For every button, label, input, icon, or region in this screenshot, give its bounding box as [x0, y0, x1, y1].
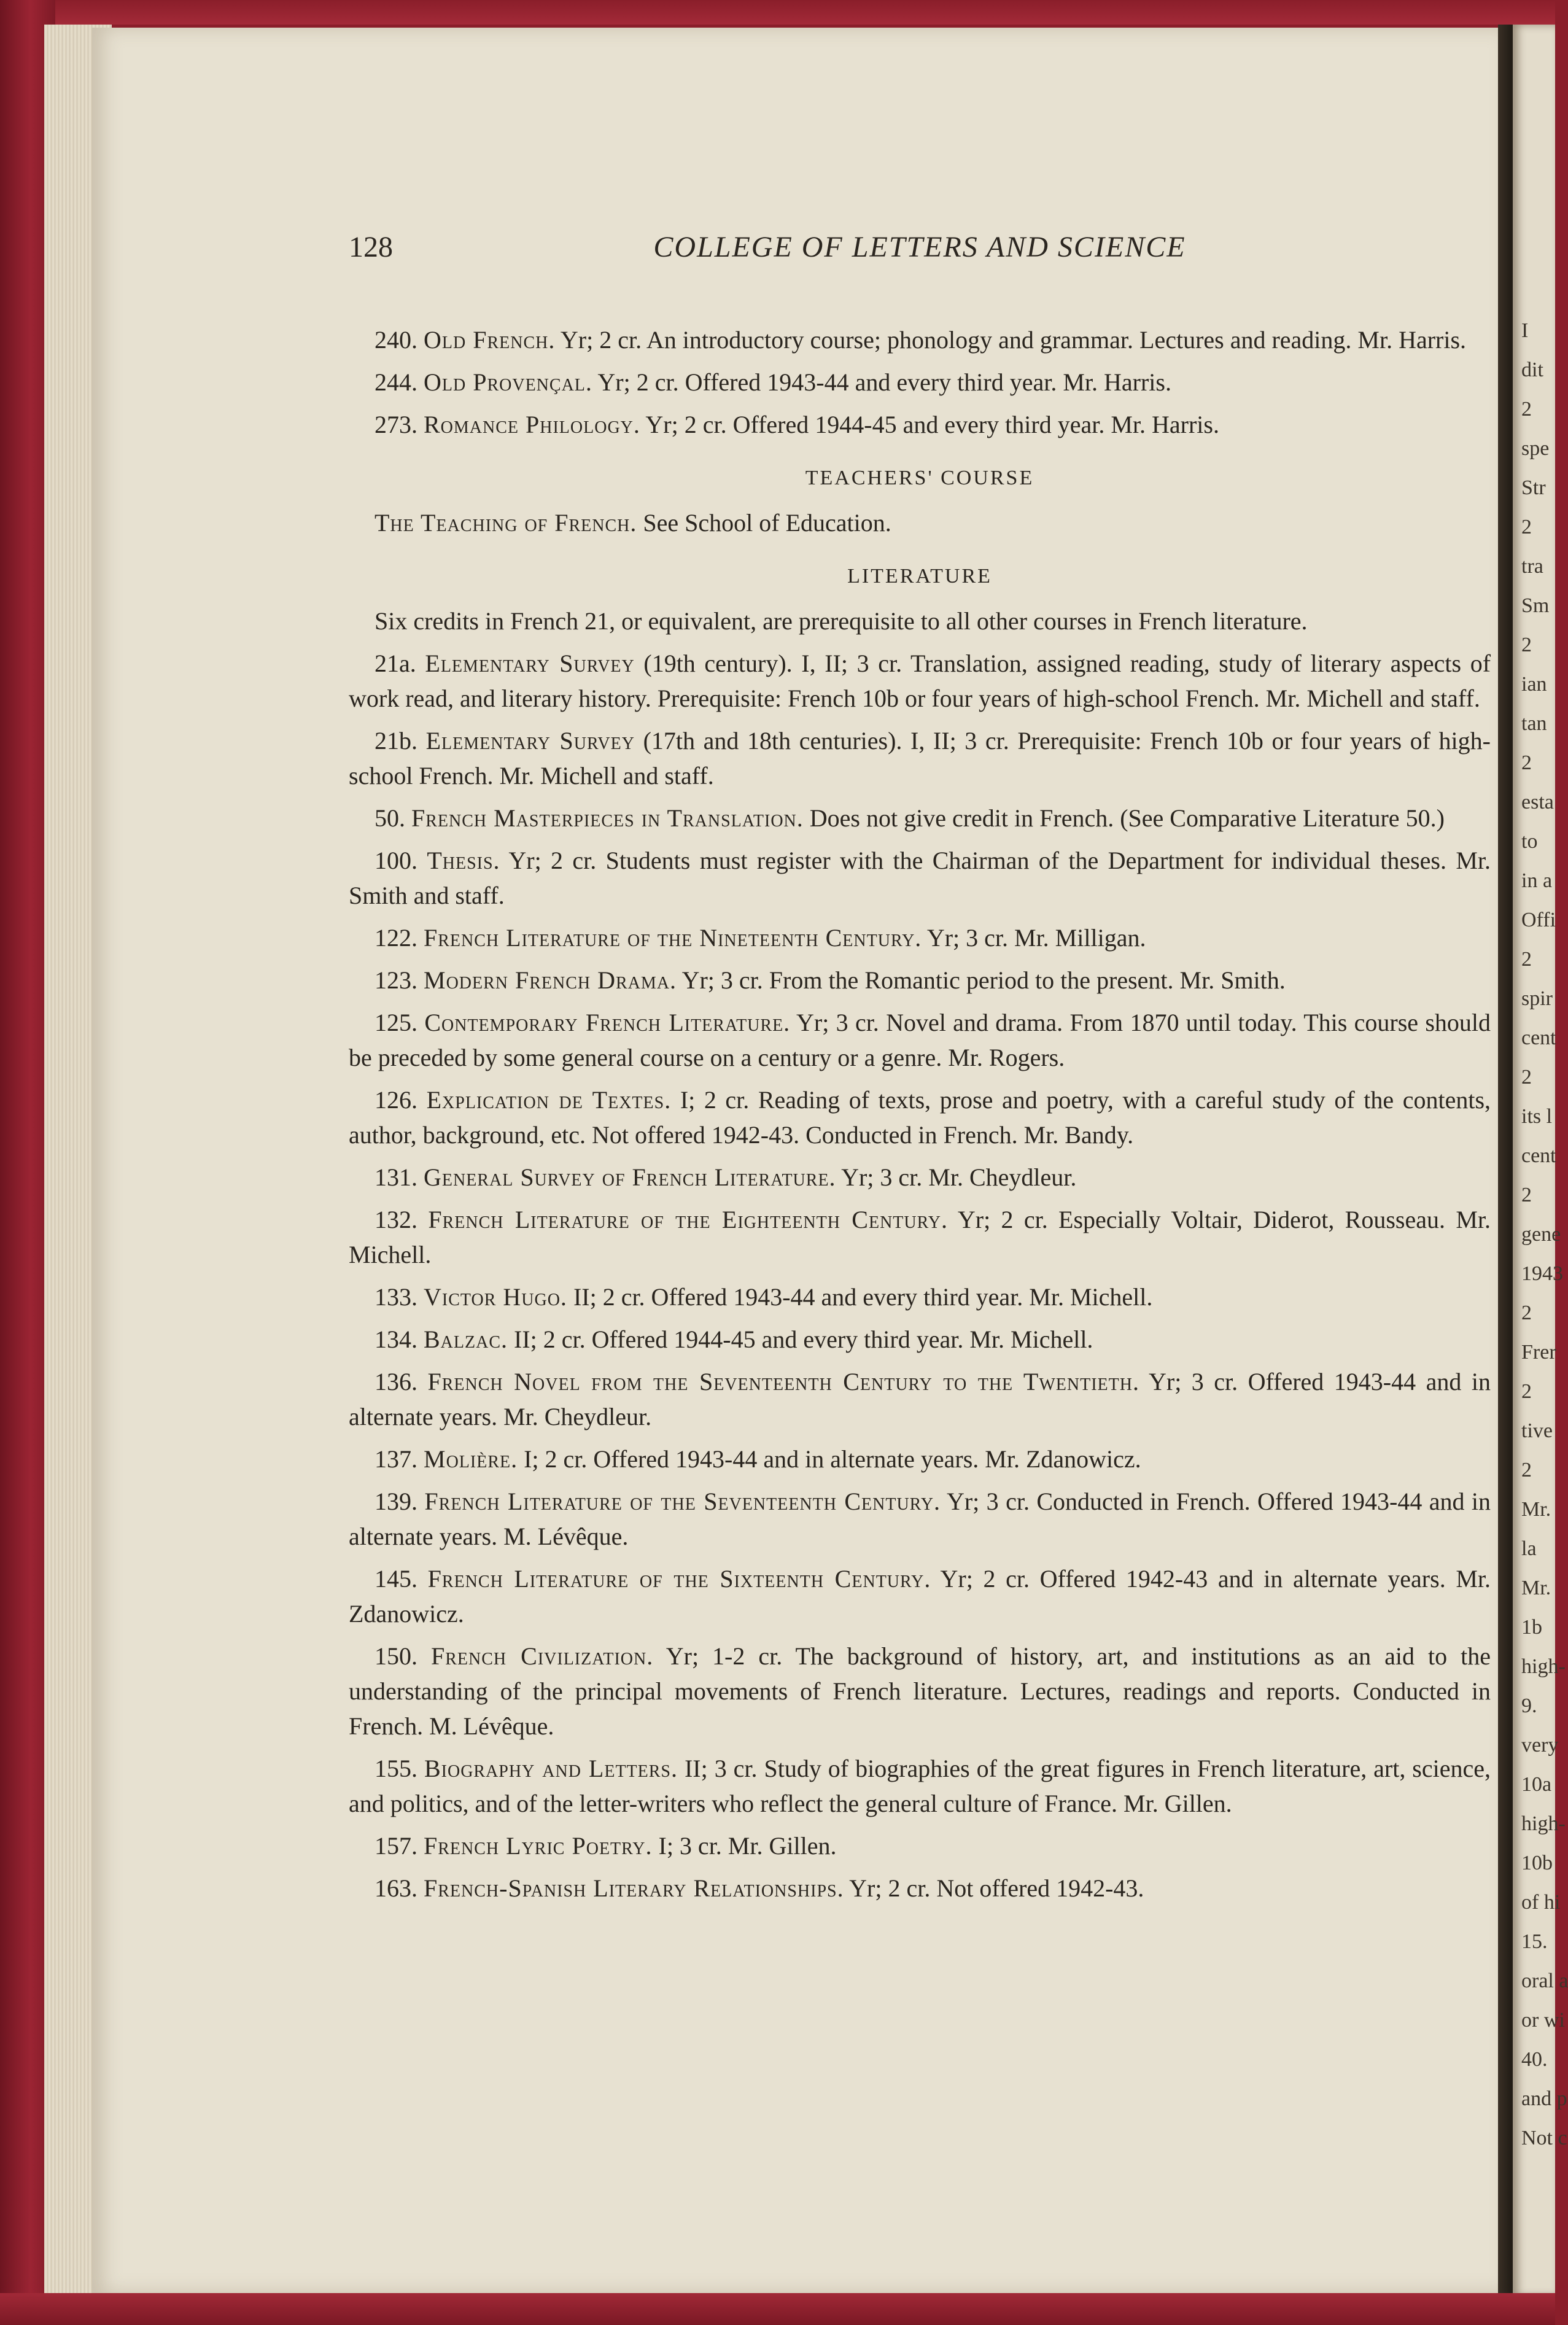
facing-page-fragment: 2: [1521, 1184, 1532, 1206]
course-title: Thesis.: [427, 847, 500, 874]
course-body: Yr; 2 cr. Offered 1942-43 and in alternate years. Mr. Zdanowicz.: [349, 1565, 1491, 1628]
course-body: Yr; 3 cr. Conducted in French. Offered 1943-44 and in alternate years. M. Lévêque.: [349, 1488, 1491, 1550]
course-title: Victor Hugo.: [424, 1283, 567, 1311]
course-body: Yr; 3 cr. Offered 1943-44 and in alternate years. Mr. Cheydleur.: [349, 1368, 1491, 1430]
course-number: 157.: [375, 1832, 417, 1860]
facing-page-fragment: 2: [1521, 1459, 1532, 1481]
facing-page-fragment: oral a: [1521, 1970, 1568, 1992]
facing-page-fragment: gene: [1521, 1223, 1561, 1246]
course-title: French Literature of the Nineteenth Century.: [424, 924, 922, 952]
course-number: 134.: [375, 1326, 417, 1353]
course-body: II; 2 cr. Offered 1943-44 and every third year. Mr. Michell.: [573, 1283, 1153, 1311]
course-body: (19th century). I, II; 3 cr. Translation, assigned reading, study of literary aspects of work read, and literary history. Prerequisite: French 10b or four years of high-school French. Mr. Michell and staff.: [349, 650, 1491, 712]
facing-page-fragment: esta: [1521, 791, 1554, 813]
course-title: Balzac.: [424, 1326, 508, 1353]
course-number: 139.: [375, 1488, 417, 1515]
course-entry: [349, 1442, 1491, 1477]
facing-page-fragment: 1943: [1521, 1262, 1563, 1285]
facing-page-fragment: 2: [1521, 751, 1532, 774]
course-body: Yr; 2 cr. Offered 1943-44 and every third year. Mr. Harris.: [597, 368, 1171, 396]
page-body: [349, 322, 1491, 1913]
facing-page-fragment: 40.: [1521, 2048, 1548, 2071]
facing-page-fragment: Offi: [1521, 909, 1556, 931]
course-title: Biography and Letters.: [424, 1755, 678, 1782]
facing-page-fragment: cent: [1521, 1144, 1556, 1167]
course-entry: [349, 1364, 1491, 1434]
course-body: Yr; 2 cr. Offered 1944-45 and every third year. Mr. Harris.: [645, 411, 1219, 438]
running-header: [349, 230, 1491, 267]
language-courses: [349, 322, 1491, 442]
facing-page-fragment: 2: [1521, 1380, 1532, 1403]
course-title: Elementary Survey: [425, 650, 635, 677]
facing-page-fragment: and p: [1521, 2087, 1567, 2110]
course-entry: [349, 1160, 1491, 1195]
course-number: 50.: [375, 804, 405, 832]
running-title: COLLEGE OF LETTERS AND SCIENCE: [653, 231, 1186, 263]
facing-page-fragment: in a: [1521, 869, 1553, 892]
course-body: I; 2 cr. Reading of texts, prose and poetry, with a careful study of the contents, author, background, etc. Not offered 1942-43. Conducted in French. Mr. Bandy.: [349, 1086, 1491, 1149]
course-title: The Teaching of French.: [375, 509, 637, 537]
facing-page-fragment: Sm: [1521, 594, 1550, 617]
facing-page-fragment: 2: [1521, 516, 1532, 538]
course-number: 145.: [375, 1565, 417, 1593]
course-entry: [349, 1322, 1491, 1357]
course-title: Modern French Drama.: [424, 966, 677, 994]
facing-page-fragment: 2: [1521, 1302, 1532, 1324]
course-body: (17th and 18th centuries). I, II; 3 cr. Prerequisite: French 10b or four years of high-school French. Mr. Michell and staff.: [349, 727, 1491, 790]
course-title: French Literature of the Seventeenth Century.: [424, 1488, 941, 1515]
facing-page-fragment: or wi: [1521, 2009, 1565, 2032]
facing-page-fragment: Str: [1521, 476, 1546, 499]
course-body: Yr; 2 cr. Not offered 1942-43.: [849, 1874, 1144, 1902]
book-gutter: [1498, 25, 1513, 2296]
course-body: I; 2 cr. Offered 1943-44 and in alternate years. Mr. Zdanowicz.: [524, 1445, 1141, 1473]
course-number: 100.: [375, 847, 417, 874]
facing-page-edge: [1513, 25, 1568, 2296]
course-entry: [349, 1082, 1491, 1152]
course-title: French Masterpieces in Translation.: [411, 804, 804, 832]
course-entry: [349, 723, 1491, 793]
facing-page-fragment: very: [1521, 1734, 1559, 1756]
facing-page-fragment: 2: [1521, 1066, 1532, 1089]
course-number: 137.: [375, 1445, 417, 1473]
literature-courses: [349, 646, 1491, 1906]
course-entry: [349, 1639, 1491, 1744]
course-body: Yr; 1-2 cr. The background of history, art, and institutions as an aid to the understanding of the principal movements of French literature. Lectures, readings and reports. Conducted in French. M. Lévêque.: [349, 1642, 1491, 1740]
course-entry: [349, 843, 1491, 913]
course-number: 273.: [375, 411, 417, 438]
facing-page-fragment: 9.: [1521, 1694, 1537, 1717]
course-entry: [349, 1561, 1491, 1631]
book-cover-top: [0, 0, 1555, 25]
course-number: 21b.: [375, 727, 417, 755]
course-title: French Lyric Poetry.: [424, 1832, 653, 1860]
facing-page-fragment: high-: [1521, 1812, 1566, 1835]
course-entry: [349, 963, 1491, 998]
facing-page-fragment: high-: [1521, 1655, 1566, 1678]
course-number: 136.: [375, 1368, 417, 1395]
course-body: I; 3 cr. Mr. Gillen.: [658, 1832, 837, 1860]
facing-page-fragment: to: [1521, 830, 1538, 853]
course-number: 126.: [375, 1086, 417, 1114]
course-body: Yr; 2 cr. An introductory course; phonology and grammar. Lectures and reading. Mr. Harris.: [560, 326, 1467, 354]
facing-page-fragment: spe: [1521, 437, 1550, 460]
course-body: Yr; 3 cr. From the Romantic period to the present. Mr. Smith.: [681, 966, 1286, 994]
course-body: Does not give credit in French. (See Comparative Literature 50.): [809, 804, 1445, 832]
facing-page-fragment: 2: [1521, 634, 1532, 656]
literature-heading: LITERATURE: [847, 565, 992, 588]
course-number: 131.: [375, 1163, 417, 1191]
course-number: 123.: [375, 966, 417, 994]
course-entry: [349, 801, 1491, 836]
course-title: Elementary Survey: [425, 727, 635, 755]
facing-page-fragment: la: [1521, 1537, 1537, 1560]
course-number: 163.: [375, 1874, 417, 1902]
facing-page-fragment: tive: [1521, 1419, 1553, 1442]
course-entry: [349, 322, 1491, 357]
course-entry: [349, 646, 1491, 716]
course-number: 133.: [375, 1283, 417, 1311]
facing-page-fragment: Mr.: [1521, 1577, 1551, 1599]
course-title: French-Spanish Literary Relationships.: [424, 1874, 844, 1902]
facing-page-fragment: 10a: [1521, 1773, 1552, 1796]
facing-page-fragment: of hi: [1521, 1891, 1561, 1914]
facing-page-fragment: ian: [1521, 673, 1547, 696]
course-body: II; 2 cr. Offered 1944-45 and every third year. Mr. Michell.: [514, 1326, 1093, 1353]
course-number: 132.: [375, 1206, 417, 1233]
facing-page-fragment: 2: [1521, 398, 1532, 421]
facing-page-fragment: Frer: [1521, 1341, 1556, 1364]
course-title: French Civilization.: [431, 1642, 654, 1670]
teachers-course-entry: [349, 505, 1491, 540]
facing-page-fragment: 10b: [1521, 1852, 1553, 1874]
course-entry: [349, 1871, 1491, 1906]
literature-intro: Six credits in French 21, or equivalent, are prerequisite to all other courses in French literature.: [375, 607, 1308, 635]
course-title: French Literature of the Sixteenth Century.: [427, 1565, 931, 1593]
course-number: 155.: [375, 1755, 417, 1782]
course-entry: [349, 920, 1491, 955]
book-cover-bottom: [0, 2293, 1555, 2325]
course-entry: [349, 1828, 1491, 1863]
course-body: Yr; 3 cr. Mr. Milligan.: [926, 924, 1146, 952]
course-body: Yr; 3 cr. Novel and drama. From 1870 until today. This course should be preceded by some general course on a century or a genre. Mr. Rogers.: [349, 1009, 1491, 1071]
facing-page-fragment: its l: [1521, 1105, 1553, 1128]
course-body: II; 3 cr. Study of biographies of the great figures in French literature, art, science, and politics, and of the letter-writers who reflect the general culture of France. Mr. Gillen.: [349, 1755, 1491, 1817]
facing-page-fragment: Mr.: [1521, 1498, 1551, 1521]
facing-page-fragment: Not c: [1521, 2127, 1567, 2149]
course-number: 150.: [375, 1642, 417, 1670]
facing-page-fragment: 1b: [1521, 1616, 1542, 1639]
course-title: Molière.: [424, 1445, 518, 1473]
teachers-course-heading: TEACHERS' COURSE: [805, 467, 1034, 489]
course-entry: [349, 1484, 1491, 1554]
course-title: French Literature of the Eighteenth Century.: [428, 1206, 948, 1233]
facing-page-fragment: dit: [1521, 359, 1543, 381]
course-number: 240.: [375, 326, 417, 354]
facing-page-fragment: 15.: [1521, 1930, 1548, 1953]
course-title: Explication de Textes.: [426, 1086, 672, 1114]
facing-page-fragment: 2: [1521, 948, 1532, 971]
facing-page-fragment: cent: [1521, 1027, 1556, 1049]
course-entry: [349, 1751, 1491, 1821]
facing-page-fragment: I: [1521, 319, 1529, 342]
course-entry: [349, 1005, 1491, 1075]
facing-page-fragment: tan: [1521, 712, 1547, 735]
facing-page-fragment: tra: [1521, 555, 1543, 578]
course-number: 21a.: [375, 650, 416, 677]
course-entry: [349, 407, 1491, 442]
course-entry: [349, 1279, 1491, 1314]
course-body: See School of Education.: [643, 509, 891, 537]
course-entry: [349, 1202, 1491, 1272]
book-page: [92, 28, 1498, 2293]
course-number: 125.: [375, 1009, 417, 1036]
course-title: French Novel from the Seventeenth Century to the Twentieth.: [427, 1368, 1139, 1395]
course-body: Yr; 2 cr. Students must register with the Chairman of the Department for individual theses. Mr. Smith and staff.: [349, 847, 1491, 909]
course-entry: [349, 365, 1491, 400]
course-body: Yr; 2 cr. Especially Voltair, Diderot, Rousseau. Mr. Michell.: [349, 1206, 1491, 1268]
course-title: General Survey of French Literature.: [424, 1163, 836, 1191]
course-number: 122.: [375, 924, 417, 952]
facing-page-fragment: spir: [1521, 987, 1553, 1010]
course-title: Romance Philology.: [424, 411, 640, 438]
course-number: 244.: [375, 368, 417, 396]
course-title: Old French.: [424, 326, 556, 354]
course-title: Contemporary French Literature.: [424, 1009, 791, 1036]
page-number: 128: [349, 231, 393, 263]
course-title: Old Provençal.: [424, 368, 592, 396]
course-body: Yr; 3 cr. Mr. Cheydleur.: [841, 1163, 1077, 1191]
